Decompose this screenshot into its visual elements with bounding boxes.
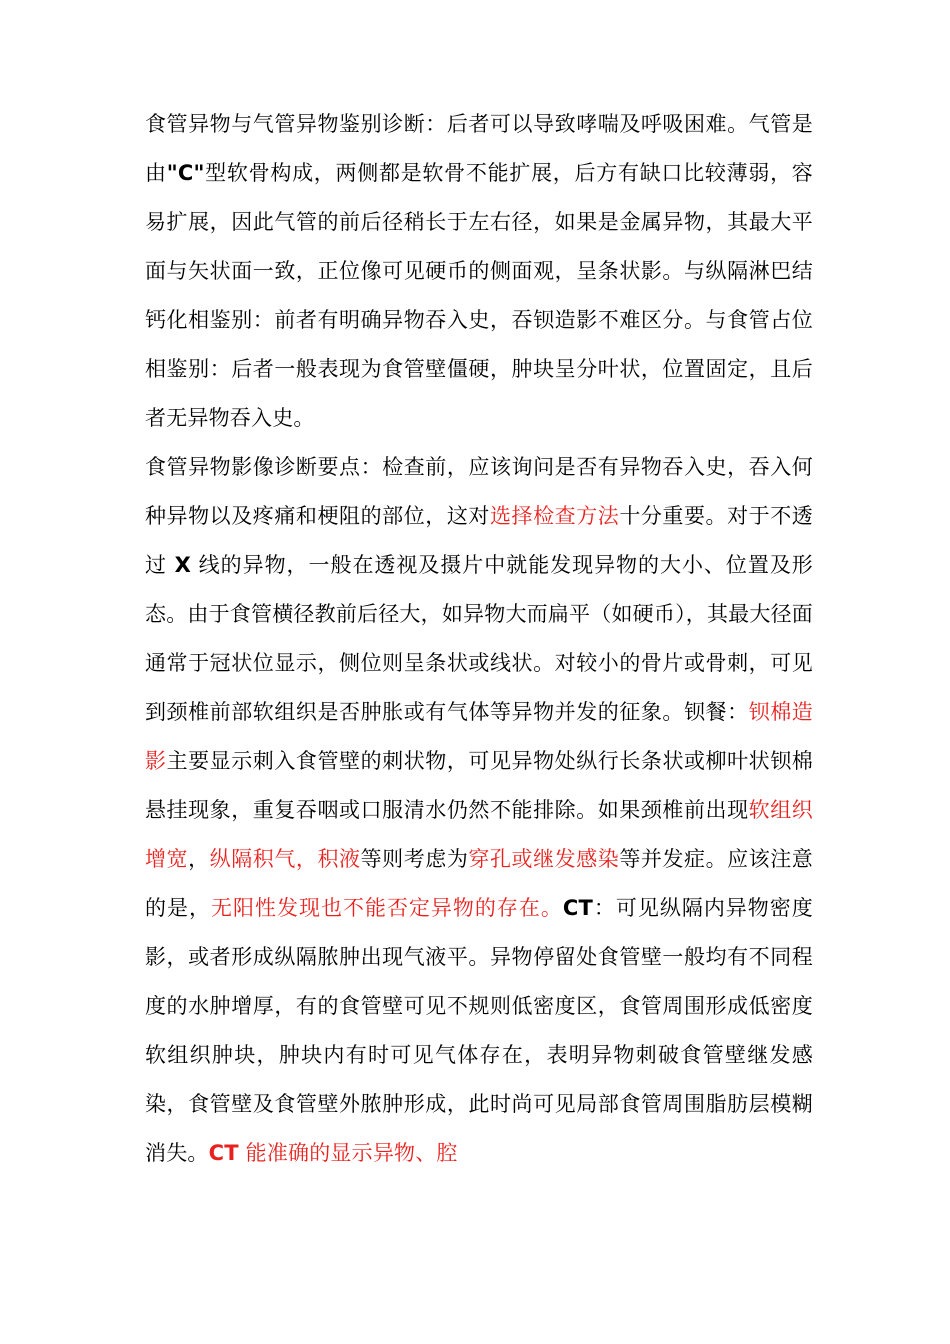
text-segment: 食管异物影像诊断要点：检查前，应该询问是否有异物吞入史，吞入何种异物以及疼痛和梗阻的部位，这对 (145, 455, 813, 528)
paragraph-differential-diagnosis (145, 100, 813, 443)
text-segment: ， (188, 847, 210, 871)
highlighted-text: 穿孔或继发感染 (468, 847, 620, 871)
text-segment: ：可见纵隔内异物密度影，或者形成纵隔脓肿出现气液平。异物停留处食管壁一般均有不同程度的水肿增厚，有的食管壁可见不规则低密度区，食管周围形成低密度软组织肿块，肿块内有时可见气体存在，表明异物刺破食管壁继发感染，食管壁及食管壁外脓肿形成，此时尚可见局部食管周围脂肪层模糊消失。 (145, 896, 813, 1165)
document-body (145, 100, 813, 1178)
text-segment: 等则考虑为 (360, 847, 469, 871)
paragraph-imaging-key-points (145, 443, 813, 1178)
text-segment: 主要显示刺入食管壁的刺状物，可见异物处纵行长条状或柳叶状钡棉悬挂现象，重复吞咽或口服清水仍然不能排除。如果颈椎前出现 (145, 749, 813, 822)
bold-text: CT (562, 896, 594, 920)
highlighted-text: 钡棉造影 (145, 700, 813, 773)
text-segment: 等并发症。应该注意的是， (145, 847, 813, 920)
bold-text: X (174, 553, 192, 577)
text-segment: 十分重要。对于不透过 (145, 504, 813, 577)
highlighted-text: 能准确的显示异物、腔 (238, 1141, 458, 1165)
highlighted-text: 无阳性发现也不能否定异物的存在。 (210, 896, 563, 920)
text-segment: 食管异物与气管异物鉴别诊断：后者可以导致哮喘及呼吸困难。气管是由 (145, 112, 813, 185)
text-segment: 型软骨构成，两侧都是软骨不能扩展，后方有缺口比较薄弱，容易扩展，因此气管的前后径稍长于左右径，如果是金属异物，其最大平面与矢状面一致，正位像可见硬币的侧面观，呈条状影。与纵隔淋巴结钙化相鉴别：前者有明确异物吞入史，吞钡造影不难区分。与食管占位相鉴别：后者一般表现为食管壁僵硬，肿块呈分叶状，位置固定，且后者无异物吞入史。 (145, 161, 813, 430)
bold-text: "C" (166, 161, 205, 185)
highlighted-text: 软组织增宽 (145, 798, 813, 871)
highlighted-text: CT (208, 1141, 239, 1165)
highlighted-text: 选择检查方法 (489, 504, 620, 528)
highlighted-text: 纵隔积气，积液 (209, 847, 361, 871)
text-segment: 线的异物，一般在透视及摄片中就能发现异物的大小、位置及形态。由于食管横径教前后径大，如异物大而扁平（如硬币），其最大径面通常于冠状位显示，侧位则呈条状或线状。对较小的骨片或骨刺，可见到颈椎前部软组织是否肿胀或有气体等异物并发的征象。钡餐： (145, 553, 813, 724)
